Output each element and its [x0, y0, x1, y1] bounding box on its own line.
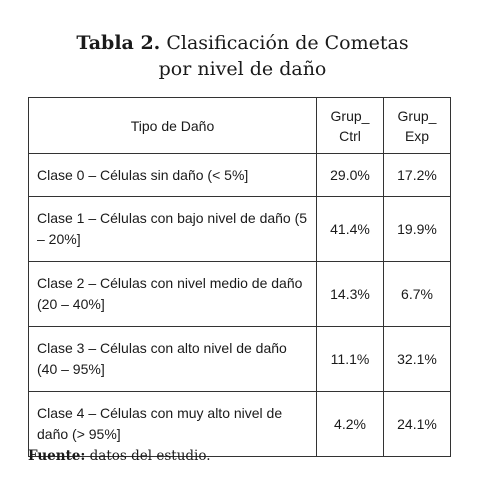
cell-ctrl: 29.0%	[317, 154, 384, 197]
caption-line-2: por nivel de daño	[158, 58, 327, 80]
header-grup-ctrl	[317, 98, 384, 154]
header-grup-exp	[384, 98, 451, 154]
table-caption	[0, 30, 485, 82]
cell-tipo: Clase 4 – Células con muy alto nivel de daño (> 95%]	[29, 392, 317, 457]
cell-ctrl: 41.4%	[317, 197, 384, 262]
cell-tipo: Clase 1 – Células con bajo nivel de daño (5 – 20%]	[29, 197, 317, 262]
header-exp-line2: Exp	[404, 127, 430, 144]
cell-ctrl: 11.1%	[317, 327, 384, 392]
cell-ctrl: 14.3%	[317, 262, 384, 327]
header-ctrl-line2: Ctrl	[339, 127, 361, 144]
cell-tipo: Clase 2 – Células con nivel medio de daño (20 – 40%]	[29, 262, 317, 327]
header-exp-line1: Grup_	[397, 107, 437, 124]
source-label: Fuente:	[28, 448, 86, 464]
caption-title: Clasificación de Cometas	[160, 32, 409, 54]
table-row	[29, 262, 451, 327]
table-row	[29, 197, 451, 262]
cell-exp: 32.1%	[384, 327, 451, 392]
cell-tipo: Clase 3 – Células con alto nivel de daño (40 – 95%]	[29, 327, 317, 392]
cell-exp: 6.7%	[384, 262, 451, 327]
caption-label: Tabla 2.	[76, 32, 161, 54]
table-row	[29, 154, 451, 197]
table-row	[29, 327, 451, 392]
cell-exp: 24.1%	[384, 392, 451, 457]
table-row	[29, 392, 451, 457]
cell-tipo: Clase 0 – Células sin daño (< 5%]	[29, 154, 317, 197]
source-note	[28, 448, 211, 464]
cell-ctrl: 4.2%	[317, 392, 384, 457]
caption-line-1	[0, 30, 485, 56]
damage-classification-table	[28, 97, 451, 457]
header-ctrl-line1: Grup_	[330, 107, 370, 124]
source-text: datos del estudio.	[85, 448, 211, 464]
table-header-row	[29, 98, 451, 154]
header-tipo: Tipo de Daño	[29, 98, 317, 154]
cell-exp: 17.2%	[384, 154, 451, 197]
cell-exp: 19.9%	[384, 197, 451, 262]
